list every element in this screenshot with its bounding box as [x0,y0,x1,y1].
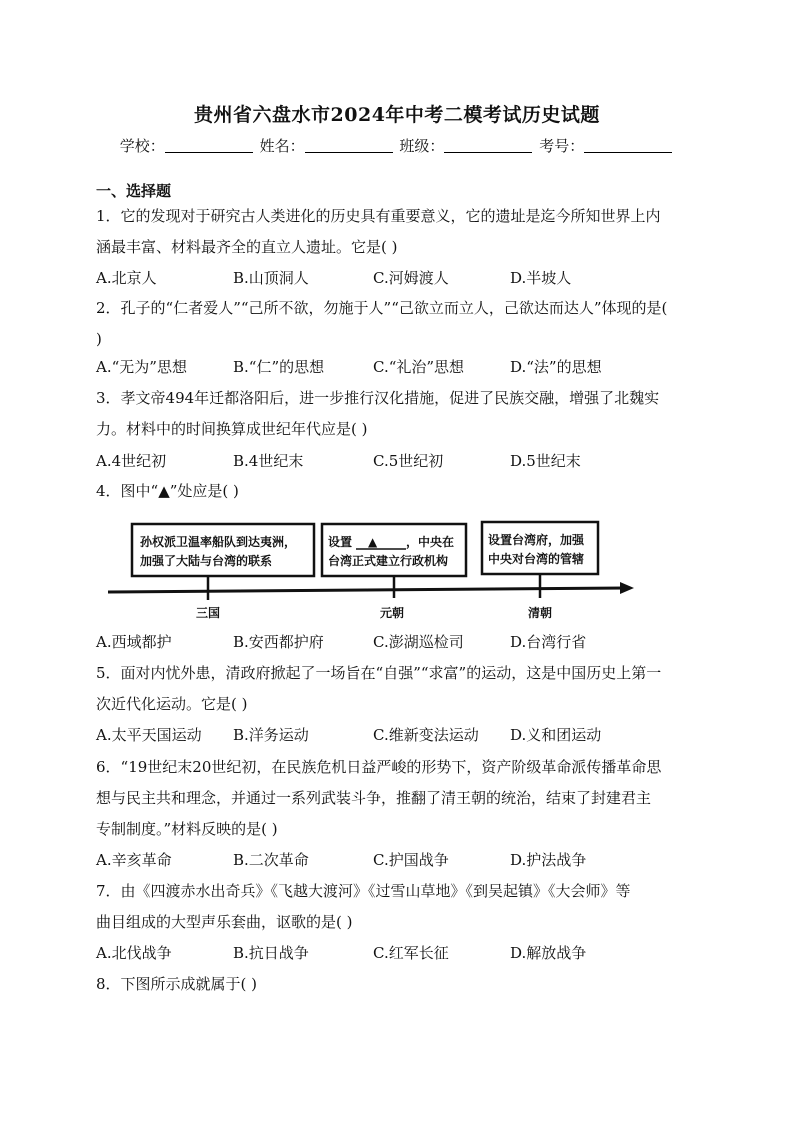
option-d[interactable]: D.护法战争 [510,851,587,869]
option-a[interactable]: A.“无为”思想 [96,358,187,376]
option-c[interactable]: C.维新变法运动 [373,726,479,744]
box2-text-a: 设置 [328,535,353,549]
page-title: 贵州省六盘水市2024年中考二模考试历史试题 [194,104,600,126]
school-label: 学校： [119,137,165,155]
label-qing: 清朝 [528,606,553,620]
option-b[interactable]: B.安西都护府 [233,633,324,651]
option-a[interactable]: A.辛亥革命 [96,851,172,869]
box1-line-1: 孙权派卫温率船队到达夷洲， [140,535,297,549]
option-d[interactable]: D.半坡人 [510,269,572,287]
option-c[interactable]: C.河姆渡人 [373,269,449,287]
question-5-line-1: 5．面对内忧外患，清政府掀起了一场旨在“自强”“求富”的运动，这是中国历史上第一 [96,664,662,682]
option-a[interactable]: A.北伐战争 [96,944,172,962]
question-3-line-2: 力。材料中的时间换算成世纪年代应是( ) [96,420,368,438]
timeline-box-2 [322,524,466,576]
box2-line-2: 台湾正式建立行政机构 [328,554,449,568]
option-c[interactable]: C.“礼治”思想 [373,358,465,376]
question-5-line-2: 次近代化运动。它是( ) [96,695,248,713]
question-2-line-2: ) [96,330,102,348]
option-b[interactable]: B.4世纪末 [233,452,304,470]
class-blank[interactable] [444,138,532,153]
question-6-line-2: 想与民主共和理念，并通过一系列武装斗争，推翻了清王朝的统治，结束了封建君主 [96,789,652,807]
timeline-box-3 [482,522,598,574]
option-d[interactable]: D.义和团运动 [510,726,602,744]
question-1-line-2: 涵最丰富、材料最齐全的直立人遗址。它是( ) [96,238,398,256]
triangle-marker: ▲ [368,535,378,549]
question-6-line-1: 6．“19世纪末20世纪初，在民族危机日益严峻的形势下，资产阶级革命派传播革命思 [96,758,662,776]
box1-line-2: 加强了大陆与台湾的联系 [140,554,273,568]
box2-text-b: ，中央在 [406,535,455,549]
option-a[interactable]: A.太平天国运动 [96,726,202,744]
option-b[interactable]: B.“仁”的思想 [233,358,325,376]
timeline-figure [104,518,640,622]
question-7-line-1: 7．由《四渡赤水出奇兵》《飞越大渡河》《过雪山草地》《到吴起镇》《大会师》等 [96,882,631,900]
number-label: 考号： [539,137,585,155]
class-label: 班级： [399,137,445,155]
box3-line-1: 设置台湾府，加强 [488,533,585,547]
name-label: 姓名： [259,137,305,155]
option-b[interactable]: B.山顶洞人 [233,269,309,287]
number-blank[interactable] [584,138,672,153]
label-yuan: 元朝 [380,606,405,620]
label-sanguo: 三国 [196,606,221,620]
section-heading: 一、选择题 [96,182,172,200]
student-info-row [0,135,794,156]
question-2-line-1: 2．孔子的“仁者爱人”“己所不欲，勿施于人”“己欲立而立人，己欲达而达人”体现的是( [96,299,668,317]
option-a[interactable]: A.北京人 [96,269,157,287]
option-d[interactable]: D.解放战争 [510,944,587,962]
option-b[interactable]: B.洋务运动 [233,726,309,744]
question-3-line-1: 3．孝文帝494年迁都洛阳后，进一步推行汉化措施，促进了民族交融，增强了北魏实 [96,389,660,407]
timeline-box-1 [132,524,314,576]
box3-line-2: 中央对台湾的管辖 [488,552,585,566]
question-6-line-3: 专制制度。”材料反映的是( ) [96,820,278,838]
option-b[interactable]: B.二次革命 [233,851,309,869]
question-7-line-2: 曲目组成的大型声乐套曲，讴歌的是( ) [96,913,353,931]
option-b[interactable]: B.抗日战争 [233,944,309,962]
name-blank[interactable] [305,138,393,153]
question-8-line-1: 8．下图所示成就属于( ) [96,975,258,993]
timeline-svg [104,518,640,622]
option-c[interactable]: C.澎湖巡检司 [373,633,464,651]
option-d[interactable]: D.5世纪末 [510,452,581,470]
option-c[interactable]: C.5世纪初 [373,452,444,470]
option-a[interactable]: A.4世纪初 [96,452,167,470]
option-c[interactable]: C.护国战争 [373,851,449,869]
option-c[interactable]: C.红军长征 [373,944,449,962]
question-1-line-1: 1．它的发现对于研究古人类进化的历史具有重要意义，它的遗址是迄今所知世界上内 [96,207,661,225]
timeline-arrow [620,582,634,594]
option-d[interactable]: D.“法”的思想 [510,358,602,376]
question-4-line-1: 4．图中“▲”处应是( ) [96,482,239,500]
option-d[interactable]: D.台湾行省 [510,633,587,651]
option-a[interactable]: A.西域都护 [96,633,172,651]
timeline-axis [108,588,626,592]
school-blank[interactable] [165,138,253,153]
